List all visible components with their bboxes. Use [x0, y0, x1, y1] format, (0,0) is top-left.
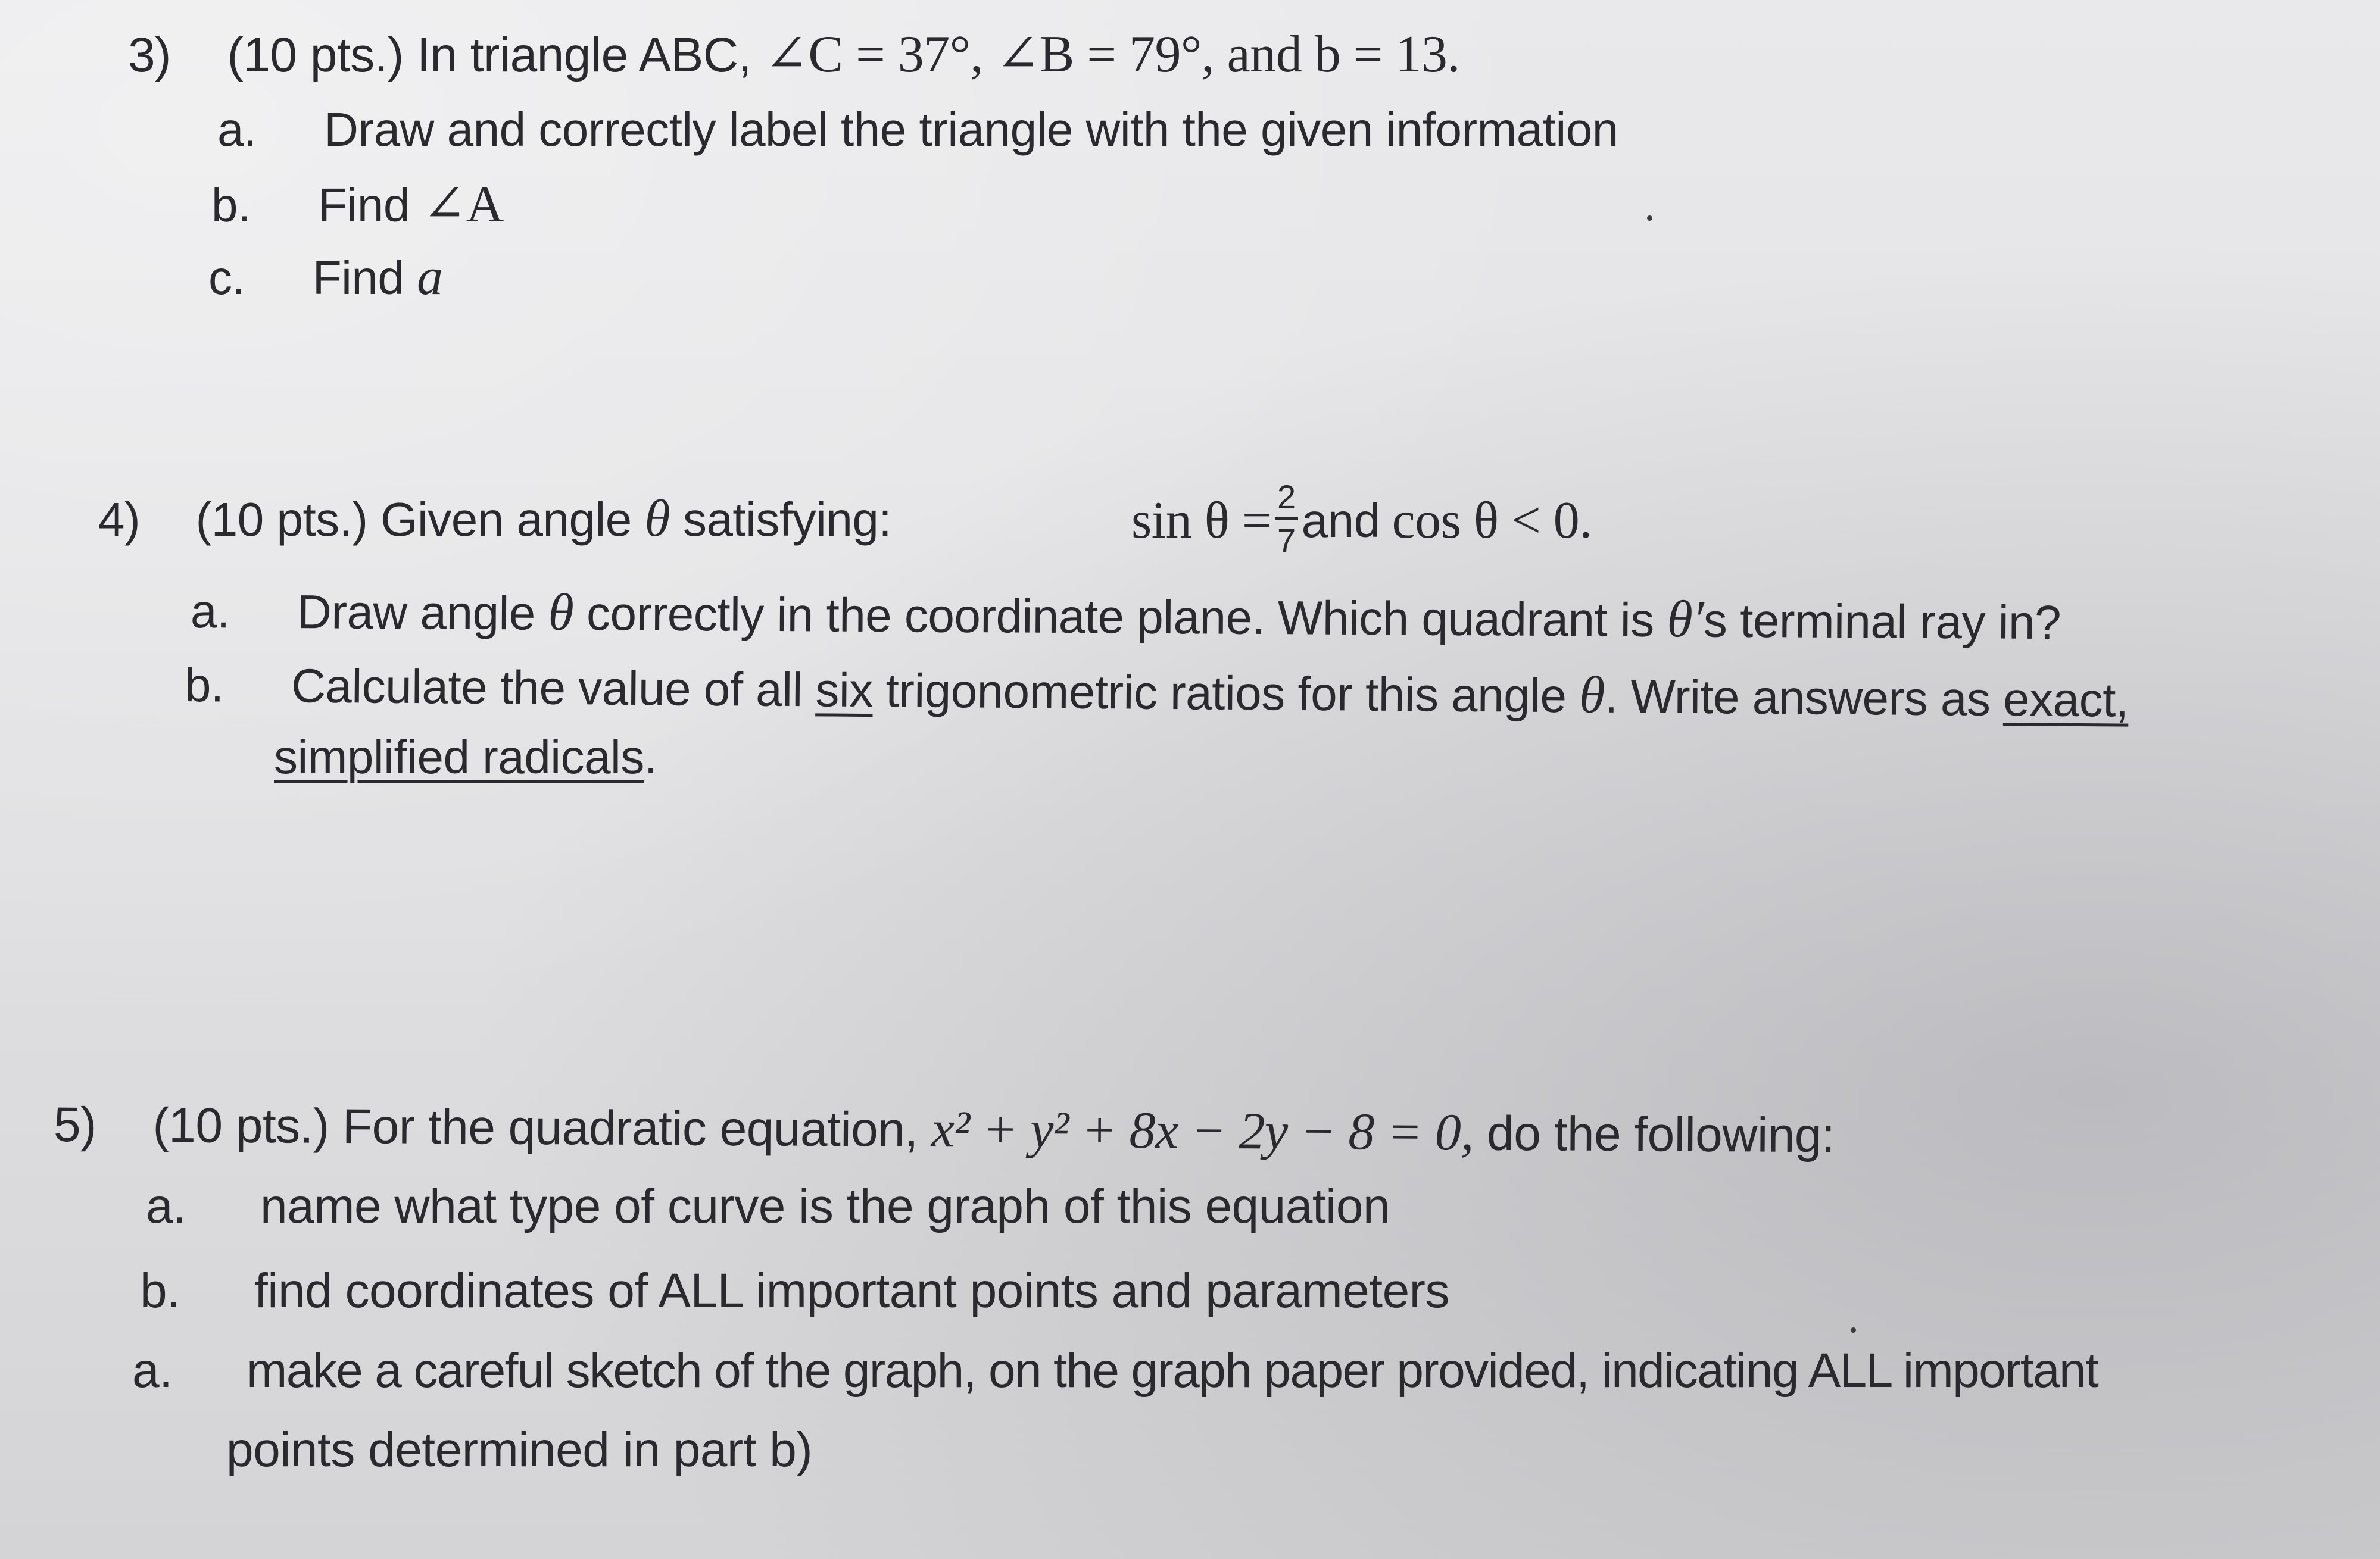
- q3-prompt: [128, 26, 1460, 83]
- q4-prompt: [98, 490, 892, 548]
- q3-b-label: b.: [211, 179, 251, 232]
- q4-b-text-1: Calculate the value of all: [291, 659, 803, 717]
- q5-prompt: [54, 1098, 1835, 1161]
- q3-c-math: a: [417, 248, 443, 306]
- q3-c-label: c.: [208, 251, 245, 304]
- q5-a-label: a.: [146, 1179, 186, 1233]
- q5-text-after: do the following:: [1486, 1106, 1835, 1163]
- q3-text: In triangle ABC,: [417, 28, 751, 82]
- q3-part-b: [211, 176, 504, 233]
- q5-c-label: a.: [132, 1344, 173, 1398]
- q3-part-c: [208, 248, 443, 306]
- q5-c-text-2: points determined in part b): [226, 1423, 813, 1477]
- q5-a-text: name what type of curve is the graph of this equation: [260, 1179, 1390, 1233]
- q3-part-a: [217, 103, 1618, 156]
- q5-part-c: [132, 1344, 2098, 1398]
- q4-b-six: six: [815, 663, 874, 717]
- q4-a-theta: θ: [548, 583, 574, 642]
- q4-a-text-3: s terminal ray in?: [1703, 593, 2061, 649]
- q3-points: (10 pts.): [227, 28, 404, 82]
- q5-points: (10 pts.): [152, 1098, 330, 1154]
- q4-b-label: b.: [184, 658, 224, 712]
- q5-part-a: [146, 1179, 1390, 1233]
- q5-number: 5): [53, 1098, 97, 1152]
- q3-b-text: Find: [318, 179, 410, 232]
- q5-b-label: b.: [140, 1264, 180, 1318]
- q4-points: (10 pts.): [195, 493, 368, 546]
- q4-text-before: Given angle: [380, 493, 632, 546]
- stray-mark: [1647, 215, 1652, 221]
- q4-a-text-2: correctly in the coordinate plane. Which quadrant is: [586, 587, 1655, 647]
- q5-b-text: find coordinates of ALL important points and parameters: [254, 1264, 1449, 1318]
- q5-equation: x² + y² + 8x − 2y − 8 = 0,: [931, 1101, 1474, 1162]
- q4-b-text-2: trigonometric ratios for this angle: [885, 664, 1567, 723]
- q5-c-text-1: make a careful sketch of the graph, on the graph paper provided, indicating ALL important: [246, 1344, 2098, 1398]
- q4-sin: sin θ =: [1131, 492, 1271, 549]
- q4-cos: cos θ < 0.: [1392, 492, 1592, 549]
- q4-b-text-3: . Write answers as: [1604, 669, 1991, 726]
- q4-theta: θ: [644, 490, 670, 548]
- q4-text-after: satisfying:: [682, 493, 892, 546]
- q4-condition: [1131, 476, 1592, 566]
- q3-c-text: Find: [312, 251, 404, 304]
- q4-a-theta-prime: θ′: [1667, 591, 1704, 649]
- q5-part-b: [140, 1264, 1449, 1318]
- q4-fraction-numerator: 2: [1275, 480, 1298, 520]
- stray-mark: [1851, 1327, 1856, 1333]
- q5-part-c-cont: [226, 1423, 813, 1477]
- q3-b-math: ∠A: [422, 176, 504, 233]
- q4-a-label: a.: [190, 585, 230, 638]
- q4-part-b-cont: [274, 730, 657, 783]
- q4-fraction-denominator: 7: [1277, 521, 1296, 559]
- q4-number: 4): [98, 493, 141, 546]
- q3-number: 3): [128, 28, 171, 82]
- q4-part-b: [185, 658, 2129, 726]
- q4-b-simplified: simplified radicals: [274, 730, 644, 783]
- q4-fraction: [1275, 477, 1298, 559]
- q4-b-exact: exact,: [2002, 672, 2129, 727]
- q4-and: and: [1301, 494, 1380, 547]
- q4-a-text-1: Draw angle: [297, 585, 536, 640]
- q4-b-period: .: [644, 730, 657, 783]
- q4-b-theta: θ: [1579, 666, 1605, 724]
- q3-a-label: a.: [217, 103, 257, 156]
- q3-a-text: Draw and correctly label the triangle with the given information: [324, 103, 1618, 156]
- q3-given: ∠C = 37°, ∠B = 79°, and b = 13.: [765, 26, 1460, 83]
- q5-text: For the quadratic equation,: [342, 1099, 918, 1157]
- q4-part-a: [191, 585, 2061, 648]
